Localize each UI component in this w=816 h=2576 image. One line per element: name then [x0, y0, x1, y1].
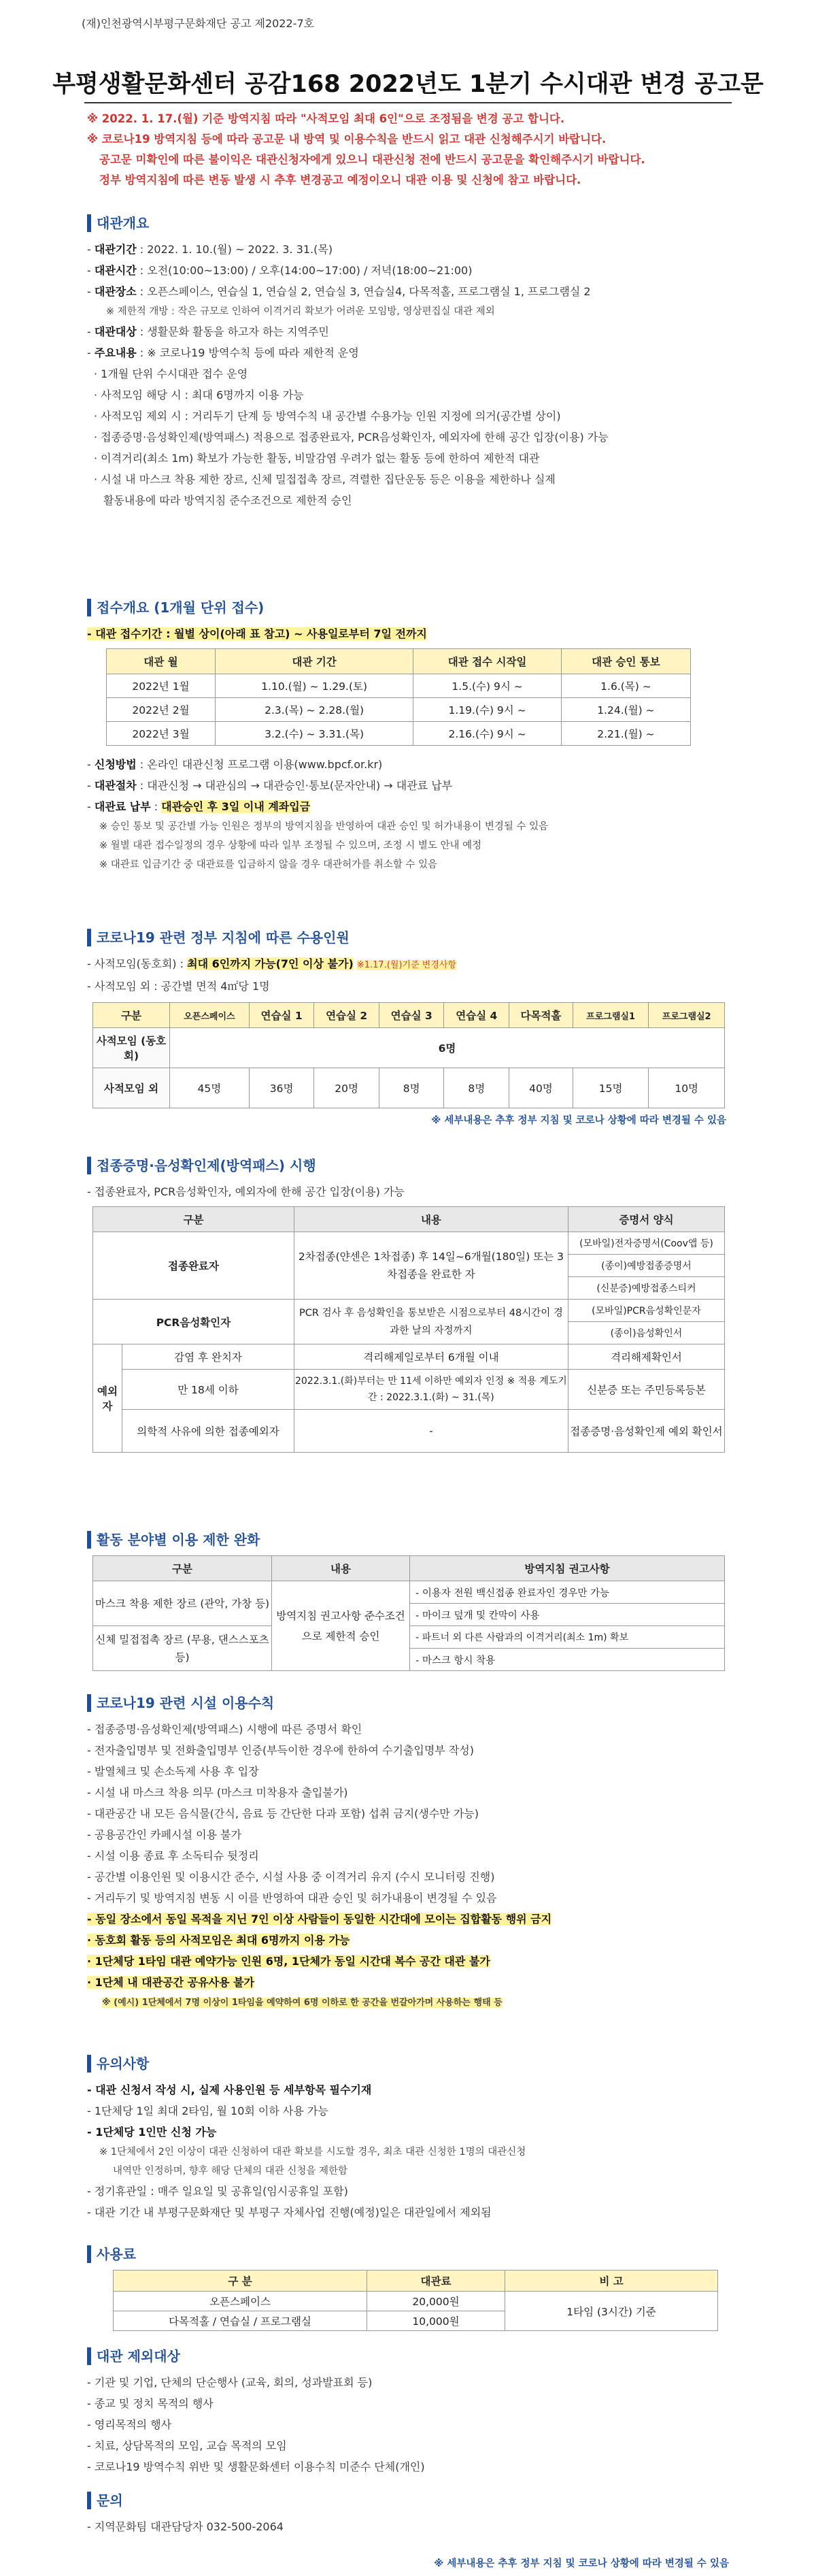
section-title: 접종증명·음성확인제(방역패스) 시행 — [87, 1157, 774, 1174]
section-restriction — [87, 1531, 774, 1671]
private-row: - 사적모임(동호회) : 최대 6인까지 가능(7인 이상 불가) ※1.17.(월)기준 변경사항 — [87, 957, 457, 970]
list-item: - 정기휴관일 : 매주 일요일 및 공휴일(임시공휴일 포함) — [87, 2185, 348, 2198]
table-header: 비 고 — [505, 2270, 718, 2292]
table-row: 신체 밀접접촉 장르 (무용, 댄스스포츠 등) - 파트너 외 다른 사람과의 이격거리(최소 1m) 확보 — [93, 1626, 725, 1649]
table-header: 프로그램실1 — [573, 1003, 649, 1028]
example-note: ※ (예시) 1단체에서 7명 이상이 1타임을 예약하여 6명 이하로 한 공간을 번갈아가며 사용하는 행태 등 — [102, 1998, 503, 2008]
other-row: - 사적모임 외 : 공간별 면적 4㎡당 1명 — [87, 980, 270, 993]
list-item: - 코로나19 방역수칙 위반 및 생활문화센터 이용수칙 미준수 단체(개인) — [87, 2460, 425, 2473]
table-header: 연습실 2 — [314, 1003, 379, 1028]
note: 내역만 인정하며, 향후 해당 단체의 대관 신청을 제한함 — [113, 2166, 348, 2177]
table-row: 만 18세 이하 2022.3.1.(화)부터는 만 11세 이하만 예외자 인정 ※ 적용 계도기간 : 2022.3.1.(화) ~ 31.(목) 신분증 또는 주민등록등본 — [93, 1370, 725, 1410]
content-row: - 주요내용 : ※ 코로나19 방역수칙 등에 따라 제한적 운영 — [87, 346, 359, 359]
section-title: 접수개요 (1개월 단위 접수) — [87, 599, 774, 616]
table-header: 대관 접수 시작일 — [413, 649, 562, 674]
note: ※ 월별 대관 접수일정의 경우 상황에 따라 일부 조정될 수 있으며, 조정 시 별도 안내 예정 — [99, 840, 482, 851]
alert-line: 정부 방역지침에 따른 변동 발생 시 추후 변경공고 예정이오니 대관 이용 및 신청에 참고 바랍니다. — [99, 174, 581, 186]
table-header: 구분 — [93, 1207, 294, 1232]
section-exclusion — [87, 2347, 774, 2477]
capacity-footnote: ※ 세부내용은 추후 정부 지침 및 코로나 상황에 따라 변경될 수 있음 — [431, 1115, 726, 1126]
section-capacity — [87, 929, 774, 1127]
section-title: 대관 제외대상 — [87, 2347, 774, 2365]
alert-block — [87, 109, 740, 191]
section-reception — [87, 599, 774, 874]
overview-items — [87, 363, 774, 511]
table-header: 오픈스페이스 — [170, 1003, 250, 1028]
capacity-table — [92, 1002, 725, 1108]
section-contact — [87, 2492, 774, 2537]
title-divider — [84, 102, 732, 103]
note: ※ 대관료 입금기간 중 대관료를 입금하지 않을 경우 대관허가를 취소할 수 있음 — [99, 859, 438, 870]
list-item: · 동호회 활동 등의 사적모임은 최대 6명까지 이용 가능 — [87, 1934, 350, 1947]
contact-line: - 지역문화팀 대관담당자 032-500-2064 — [87, 2520, 284, 2533]
alert-line: ※ 코로나19 방역지침 등에 따라 공고문 내 방역 및 이용수칙을 반드시 읽고 대관 신청해주시기 바랍니다. — [87, 133, 607, 146]
section-title: 활동 분야별 이용 제한 완화 — [87, 1531, 774, 1549]
restriction-table: 구분 내용 방역지침 권고사항 마스크 착용 제한 장르 (관악, 가창 등) 방역지침 권고사항 준수조건으로 제한적 승인 - 이용자 전원 백신접종 완료자인 경우만 가능 - 마이크 덮개 및 칸막이 사용 신체 밀접접촉 장르 (무용, 댄스스포츠 등) - 파트너 외 다른 사람과의 이격거리(최소 1m) 확보 - 마스크 항시 착용 — [92, 1555, 725, 1671]
list-item: · 1단체 내 대관공간 공유사용 불가 — [87, 1976, 254, 1989]
list-item: - 1단체당 1인만 신청 가능 — [87, 2126, 217, 2139]
list-item: · 이격거리(최소 1m) 확보가 가능한 활동, 비말감염 우려가 없는 활동 등에 한하여 제한적 대관 — [94, 452, 540, 465]
list-item: - 공용공간인 카페시설 이용 불가 — [87, 1828, 242, 1841]
section-vaccine-pass — [87, 1157, 774, 1453]
note: ※ 1단체에서 2인 이상이 대관 신청하여 대관 확보를 시도할 경우, 최초 대관 신청한 1명의 대관신청 — [99, 2147, 526, 2158]
table-header: 연습실 1 — [249, 1003, 314, 1028]
list-item: - 대관 기간 내 부평구문화재단 및 부평구 자체사업 진행(예정)일은 대관일에서 제외됨 — [87, 2206, 492, 2219]
table-row: 다목적홀 / 연습실 / 프로그램실 10,000원 — [114, 2311, 718, 2331]
procedure-row: - 대관절차 : 대관신청 → 대관심의 → 대관승인·통보(문자안내) → 대관료 납부 — [87, 779, 453, 792]
list-item: - 치료, 상담목적의 모임, 교습 목적의 모임 — [87, 2439, 287, 2452]
list-item: · 시설 내 마스크 착용 제한 장르, 신체 밀접접촉 장르, 격렬한 집단운동 등은 이용을 제한하나 실제 — [94, 473, 556, 486]
reception-lead: - 대관 접수기간 : 월별 상이(아래 표 참고) ~ 사용일로부터 7일 전까지 — [87, 627, 427, 640]
table-row: 사적모임 외 45명 36명 20명 8명 8명 40명 15명 10명 — [93, 1068, 725, 1108]
list-item: - 접종증명·음성확인제(방역패스) 시행에 따른 증명서 확인 — [87, 1723, 362, 1736]
table-header: 다목적홀 — [509, 1003, 573, 1028]
list-item: - 시설 이용 종료 후 소독티슈 뒷정리 — [87, 1849, 259, 1862]
notice-number: (재)인천광역시부평구문화재단 공고 제2022-7호 — [82, 17, 315, 30]
alert-line: ※ 2022. 1. 17.(월) 기준 방역지침 따라 "사적모임 최대 6인"으로 조정됨을 변경 공고 합니다. — [87, 112, 565, 125]
fee-row: - 대관료 납부 : 대관승인 후 3일 이내 계좌입금 — [87, 800, 311, 813]
table-header: 내용 — [272, 1556, 410, 1581]
table-header: 방역지침 권고사항 — [410, 1556, 725, 1581]
pass-table: 구분 내용 증명서 양식 접종완료자 2차접종(얀센은 1차접종) 후 14일~6개월(180일) 또는 3차접종을 완료한 자 (모바일)전자증명서(Coov앱 등) (종이)예방접종증명서 (신분증)예방접종스티커 PCR음성확인자 PCR 검사 후 음성확인을 통보받은 시점으로부터 48시간이 경과한 날의 자정까지 (모바일)PCR음성확인문자 (종이)음성확인서 예외자 감염 후 완치자 격리해제일로부터 6개월 이내 격리해제확인서 만 18세 이하 2022.3.1.(화)부터는 만 11세 이하만 예외자 인정 ※ 적용 계도기간 : 2022.3.1.(화) ~ 31.(목) 신분증 또는 주민등록등본 의학적 사유에 의한 접종예외자 - 접종증명·음성확인제 예외 확인서 — [92, 1206, 725, 1453]
table-header: 대관료 — [367, 2270, 505, 2292]
list-item: · 사적모임 해당 시 : 최대 6명까지 이용 가능 — [94, 389, 304, 401]
table-header: 연습실 4 — [444, 1003, 509, 1028]
table-header: 증명서 양식 — [568, 1207, 724, 1232]
reception-table — [106, 648, 691, 746]
table-row: 예외자 감염 후 완치자 격리해제일로부터 6개월 이내 격리해제확인서 — [93, 1344, 725, 1370]
section-title: 코로나19 관련 정부 지침에 따른 수용인원 — [87, 929, 774, 946]
list-item: - 공간별 이용인원 및 이용시간 준수, 시설 사용 중 이격거리 유지 (수시 모니터링 진행) — [87, 1870, 495, 1883]
table-header: 대관 월 — [107, 649, 216, 674]
table-row: 마스크 착용 제한 장르 (관악, 가창 등) 방역지침 권고사항 준수조건으로 제한적 승인 - 이용자 전원 백신접종 완료자인 경우만 가능 — [93, 1581, 725, 1604]
alert-line: 공고문 미확인에 따른 불이익은 대관신청자에게 있으니 대관신청 전에 반드시 공고문을 확인해주시기 바랍니다. — [99, 153, 645, 166]
section-title: 대관개요 — [87, 214, 774, 232]
pass-lead: - 접종완료자, PCR음성확인자, 예외자에 한해 공간 입장(이용) 가능 — [87, 1185, 405, 1198]
list-item: 활동내용에 따라 방역지침 준수조건으로 제한적 승인 — [103, 494, 352, 507]
list-item: - 전자출입명부 및 전화출입명부 인증(부득이한 경우에 한하여 수기출입명부 작성) — [87, 1744, 474, 1757]
list-item: - 영리목적의 행사 — [87, 2418, 172, 2431]
table-header: 프로그램실2 — [649, 1003, 725, 1028]
table-header: 대관 기간 — [215, 649, 413, 674]
reception-notes — [87, 817, 774, 874]
list-item: - 1단체당 1일 최대 2타임, 월 10회 이하 사용 가능 — [87, 2104, 328, 2117]
place-row: - 대관장소 : 오픈스페이스, 연습실 1, 연습실 2, 연습실 3, 연습실4, 다목적홀, 프로그램실 1, 프로그램실 2 — [87, 285, 591, 298]
table-header: 구 분 — [114, 2270, 367, 2292]
section-title: 유의사항 — [87, 2055, 774, 2073]
method-row: - 신청방법 : 온라인 대관신청 프로그램 이용(www.bpcf.or.kr) — [87, 758, 383, 771]
list-item: - 대관공간 내 모든 음식물(간식, 음료 등 간단한 다과 포함) 섭취 금지(생수만 가능) — [87, 1807, 479, 1820]
table-row: PCR음성확인자 PCR 검사 후 음성확인을 통보받은 시점으로부터 48시간이 경과한 날의 자정까지 (모바일)PCR음성확인문자 — [93, 1300, 725, 1322]
table-row: 의학적 사유에 의한 접종예외자 - 접종증명·음성확인제 예외 확인서 — [93, 1410, 725, 1453]
table-header: 구분 — [93, 1003, 170, 1028]
place-note: ※ 제한적 개방 : 작은 규모로 인하여 이격거리 확보가 어려운 모임방, 영상편집실 대관 제외 — [106, 306, 495, 317]
list-item: · 사적모임 제외 시 : 거리두기 단계 등 방역수칙 내 공간별 수용가능 인원 지정에 의거(공간별 상이) — [94, 410, 561, 423]
list-item: - 종교 및 정치 목적의 행사 — [87, 2397, 214, 2410]
list-item: - 기관 및 기업, 단체의 단순행사 (교육, 회의, 성과발표회 등) — [87, 2376, 373, 2389]
note: ※ 승인 통보 및 공간별 가능 인원은 정부의 방역지침을 반영하여 대관 승인 및 허가내용이 변경될 수 있음 — [99, 821, 549, 832]
section-title: 문의 — [87, 2492, 774, 2509]
list-item: · 1단체당 1타임 대관 예약가능 인원 6명, 1단체가 동일 시간대 복수 공간 대관 불가 — [87, 1955, 490, 1968]
section-overview — [87, 214, 774, 511]
list-item: - 동일 장소에서 동일 목적을 지닌 7인 이상 사람들이 동일한 시간대에 모이는 집합활동 행위 금지 — [87, 1913, 552, 1926]
table-header: 내용 — [294, 1207, 568, 1232]
fee-table — [113, 2270, 718, 2331]
table-row: 2022년 1월 1.10.(월) ~ 1.29.(토) 1.5.(수) 9시 ~ 1.6.(목) ~ — [107, 674, 691, 698]
list-item: - 발열체크 및 손소독제 사용 후 입장 — [87, 1765, 259, 1778]
list-item: · 접종증명·음성확인제(방역패스) 적용으로 접종완료자, PCR음성확인자, 예외자에 한해 공간 입장(이용) 가능 — [94, 431, 609, 444]
target-row: - 대관대상 : 생활문화 활동을 하고자 하는 지역주민 — [87, 325, 329, 338]
list-item: - 시설 내 마스크 착용 의무 (마스크 미착용자 출입불가) — [87, 1786, 348, 1799]
section-title: 코로나19 관련 시설 이용수칙 — [87, 1694, 774, 1712]
section-title: 사용료 — [87, 2245, 774, 2263]
section-rules — [87, 1694, 774, 2013]
footer-note: ※ 세부내용은 추후 정부 지침 및 코로나 상황에 따라 변경될 수 있음 — [434, 2558, 729, 2569]
time-row: - 대관시간 : 오전(10:00~13:00) / 오후(14:00~17:00) / 저녁(18:00~21:00) — [87, 264, 473, 277]
table-row: 오픈스페이스 20,000원 1타임 (3시간) 기준 — [114, 2292, 718, 2311]
table-header: 구분 — [93, 1556, 272, 1581]
page-title: 부평생활문화센터 공감168 2022년도 1분기 수시대관 변경 공고문 — [52, 71, 764, 98]
table-row: 2022년 2월 2.3.(목) ~ 2.28.(월) 1.19.(수) 9시 ~ 1.24.(월) ~ — [107, 698, 691, 722]
table-header: 연습실 3 — [379, 1003, 444, 1028]
table-header: 대관 승인 통보 — [561, 649, 690, 674]
table-row: 사적모임 (동호회) 6명 — [93, 1028, 725, 1068]
section-fee — [87, 2245, 774, 2331]
list-item: - 거리두기 및 방역지침 변동 시 이를 반영하여 대관 승인 및 허가내용이 변경될 수 있음 — [87, 1892, 497, 1904]
list-item: · 1개월 단위 수시대관 접수 운영 — [94, 367, 248, 380]
table-row: 2022년 3월 3.2.(수) ~ 3.31.(목) 2.16.(수) 9시 ~ 2.21.(월) ~ — [107, 722, 691, 746]
period-row: - 대관기간 : 2022. 1. 10.(월) ~ 2022. 3. 31.(목) — [87, 243, 333, 256]
section-caution — [87, 2055, 774, 2223]
list-item: - 대관 신청서 작성 시, 실제 사용인원 등 세부항목 필수기재 — [87, 2083, 372, 2096]
table-row: 접종완료자 2차접종(얀센은 1차접종) 후 14일~6개월(180일) 또는 3차접종을 완료한 자 (모바일)전자증명서(Coov앱 등) — [93, 1232, 725, 1255]
